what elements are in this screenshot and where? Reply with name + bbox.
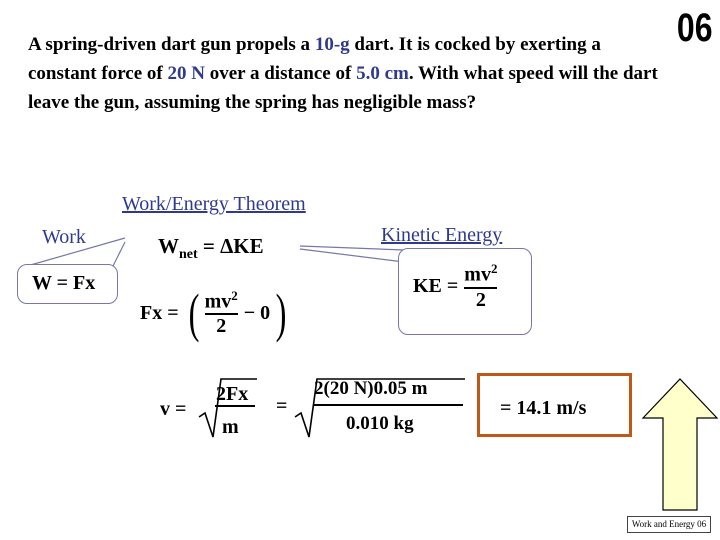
problem-part: dart. It is cocked by exerting a constant force of: [28, 34, 601, 84]
up-arrow-icon[interactable]: [640, 376, 720, 514]
substituted-denominator: 0.010 kg: [346, 413, 414, 434]
problem-part: . With what speed will the dart leave the gun, assuming the spring has negligible mass?: [28, 63, 658, 113]
net-subscript: net: [179, 247, 198, 263]
work-label: Work: [42, 226, 86, 248]
fx-lhs: Fx =: [140, 301, 179, 324]
fx-fraction: [205, 288, 238, 339]
fx2-numerator: 2Fx: [216, 383, 249, 405]
ke-lhs: KE =: [413, 274, 459, 297]
work-energy-equation: [158, 234, 264, 263]
mv-text: mv: [204, 290, 232, 313]
minus-zero: − 0: [243, 301, 271, 324]
w-symbol: W: [158, 234, 179, 258]
kinetic-energy-label: Kinetic Energy: [381, 224, 503, 246]
substituted-numerator: 2(20 N)0.05 m: [314, 378, 428, 399]
slide-number: 06: [676, 6, 712, 50]
square-sup: 2: [490, 261, 498, 276]
work-bubble: [17, 264, 118, 304]
mass-value: 10-g: [314, 34, 350, 55]
mass-denominator: m: [222, 416, 239, 438]
force-value: 20 N: [167, 63, 205, 84]
problem-part: over a distance of: [204, 63, 357, 84]
left-paren: (: [188, 283, 200, 343]
theorem-label: Work/Energy Theorem: [122, 193, 306, 215]
footer-label: Work and Energy 06: [627, 516, 711, 533]
denominator-two: 2: [216, 315, 227, 338]
v-lhs: v =: [160, 398, 187, 420]
equals-sign: =: [276, 395, 288, 417]
right-paren: ): [275, 283, 287, 343]
ke-fraction: [464, 261, 497, 312]
distance-value: 5.0 cm: [356, 63, 409, 84]
work-equation: W = Fx: [32, 272, 96, 294]
square-sup: 2: [231, 287, 238, 303]
delta-ke: = ΔKE: [197, 234, 264, 258]
answer-box: [477, 373, 632, 437]
ke-bubble: [398, 248, 532, 335]
problem-part: A spring-driven dart gun propels a: [28, 34, 315, 55]
fx-equation: [140, 282, 290, 344]
answer-value: = 14.1 m/s: [500, 397, 587, 419]
denominator-two: 2: [475, 288, 486, 311]
mv-text: mv: [464, 263, 491, 286]
ke-equation: [413, 261, 497, 312]
